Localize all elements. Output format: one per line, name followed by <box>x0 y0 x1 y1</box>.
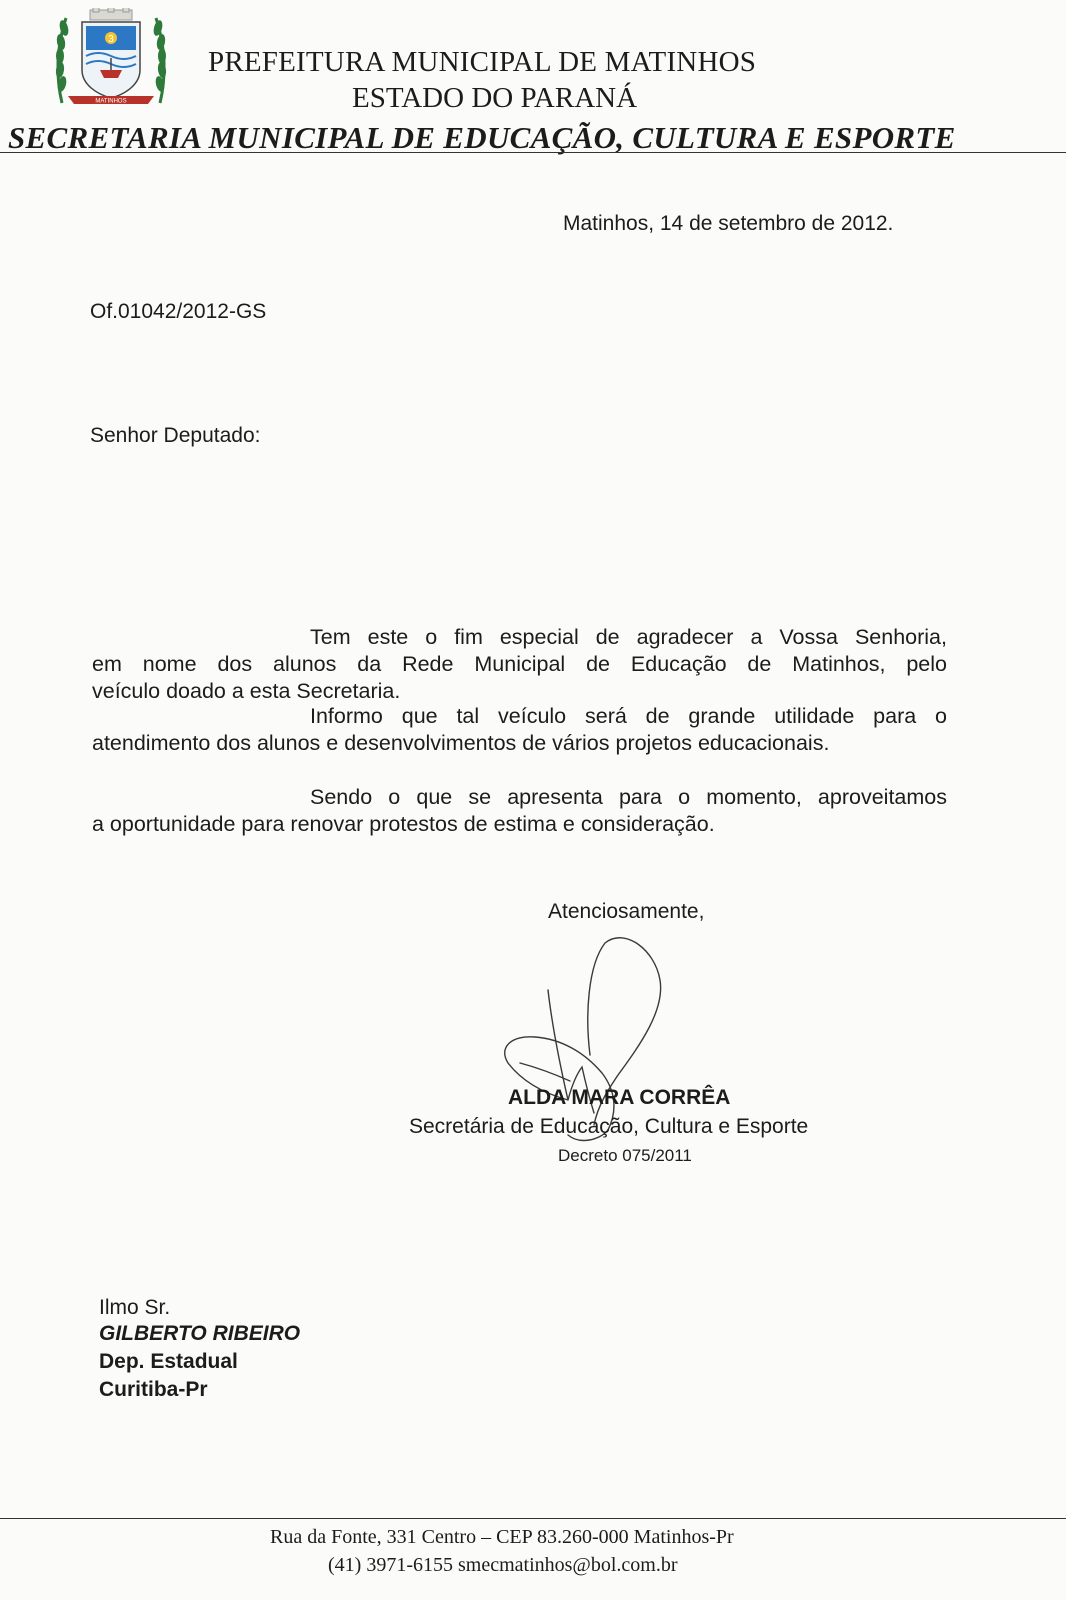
svg-text:3: 3 <box>108 34 114 45</box>
paragraph-line: Informo que tal veículo será de grande utilidade para o <box>310 704 947 728</box>
addressee-position: Dep. Estadual <box>99 1350 238 1373</box>
paragraph-closing <box>92 784 947 838</box>
signatory-role: Secretária de Educação, Cultura e Esporte <box>409 1115 809 1138</box>
letter-closing: Atenciosamente, <box>548 900 705 923</box>
letter-salutation: Senhor Deputado: <box>90 424 261 447</box>
header-secretariat: SECRETARIA MUNICIPAL DE EDUCAÇÃO, CULTURA E ESPORTE <box>8 120 956 155</box>
paragraph-line: Sendo o que se apresenta para o momento, aproveitamos <box>310 785 947 809</box>
footer-divider <box>0 1518 1066 1519</box>
header-state: ESTADO DO PARANÁ <box>352 82 638 114</box>
paragraph-line: a oportunidade para renovar protestos de estima e consideração. <box>92 812 715 836</box>
header-municipality: PREFEITURA MUNICIPAL DE MATINHOS <box>208 46 757 78</box>
signatory-decree: Decreto 075/2011 <box>558 1146 692 1165</box>
addressee-title: Ilmo Sr. <box>99 1296 171 1319</box>
signatory-name: ALDA MARA CORRÊA <box>508 1086 731 1109</box>
paragraph-utility <box>92 703 947 757</box>
letter-reference: Of.01042/2012-GS <box>90 300 267 323</box>
footer-contact: (41) 3971-6155 smecmatinhos@bol.com.br <box>328 1554 678 1576</box>
paragraph-line: Tem este o fim especial de agradecer a Vossa Senhoria, <box>310 625 947 649</box>
paragraph-line: veículo doado a esta Secretaria. <box>92 679 401 703</box>
paragraph-line: em nome dos alunos da Rede Municipal de Educação de Matinhos, pelo <box>92 652 947 676</box>
svg-text:MATINHOS: MATINHOS <box>95 98 127 105</box>
footer-address: Rua da Fonte, 331 Centro – CEP 83.260-000 Matinhos-Pr <box>270 1526 734 1548</box>
addressee-city: Curitiba-Pr <box>99 1378 208 1401</box>
addressee-name: GILBERTO RIBEIRO <box>99 1322 301 1345</box>
letter-date: Matinhos, 14 de setembro de 2012. <box>563 212 894 235</box>
paragraph-line: atendimento dos alunos e desenvolvimentos de vários projetos educacionais. <box>92 731 830 755</box>
paragraph-thanks <box>92 624 947 705</box>
header-divider <box>0 152 1066 153</box>
coat-of-arms-icon <box>52 8 170 112</box>
